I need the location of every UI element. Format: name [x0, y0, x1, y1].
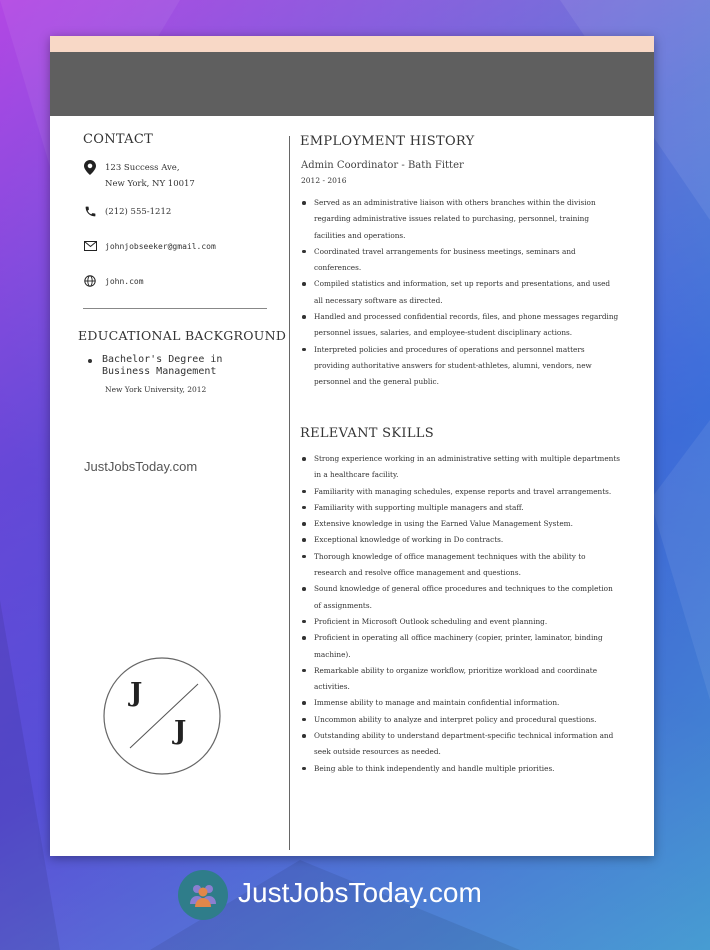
list-item	[300, 244, 618, 277]
list-item-line: Proficient in Microsoft Outlook scheduling and event planning.	[314, 616, 548, 626]
education-heading: EDUCATIONAL BACKGROUND	[78, 328, 287, 343]
list-item-line: providing authoritative answers for student-athletes, alumni, vendors, new	[314, 360, 592, 370]
education-item	[88, 354, 242, 378]
skills-heading: RELEVANT SKILLS	[300, 426, 434, 441]
list-item-line: research and resolve office management and questions.	[314, 568, 521, 578]
column-divider	[289, 136, 290, 850]
website-text: john.com	[105, 277, 144, 286]
list-item	[300, 663, 620, 696]
list-item-line: machine).	[314, 649, 351, 659]
list-item	[300, 712, 620, 728]
degree-text: Bachelor's Degree in Business Management	[102, 354, 223, 377]
list-item-line: Strong experience working in an administrative setting with multiple departments	[314, 454, 621, 463]
list-item	[300, 500, 620, 516]
list-item	[300, 484, 620, 500]
list-item-line: in a healthcare facility.	[314, 470, 399, 480]
address-line-2: New York, NY 10017	[105, 179, 195, 189]
list-item-line: seek outside resources as needed.	[314, 747, 441, 757]
list-item-line: regarding administrative issues related to purchasing, personnel, training	[314, 214, 590, 224]
phone-icon	[83, 204, 97, 218]
contact-heading: CONTACT	[83, 132, 154, 147]
list-item-line: Familiarity with supporting multiple managers and staff.	[314, 502, 524, 512]
list-item-line: conferences.	[314, 263, 362, 273]
list-item	[300, 581, 620, 614]
list-item	[300, 309, 618, 342]
employment-heading: EMPLOYMENT HISTORY	[300, 134, 475, 149]
school-text: New York University, 2012	[105, 385, 207, 394]
brand-logo-icon	[178, 870, 228, 920]
list-item-line: Handled and processed confidential records, files, and phone messages regarding	[314, 312, 619, 322]
list-item	[300, 195, 618, 244]
list-item	[300, 532, 620, 548]
watermark-text: JustJobsToday.com	[84, 459, 198, 474]
employment-bullets	[300, 195, 618, 391]
location-pin-icon	[83, 160, 97, 174]
list-item-line: Compiled statistics and information, set up reports and presentations, and used	[314, 279, 611, 289]
job-dates: 2012 - 2016	[301, 176, 347, 185]
list-item	[300, 516, 620, 532]
list-item-line: Served as an administrative liaison with others branches within the division	[314, 198, 596, 207]
bullet-dot	[88, 359, 92, 363]
list-item-line: Immense ability to manage and maintain confidential information.	[314, 698, 560, 708]
list-item	[300, 695, 620, 711]
monogram-logo	[102, 656, 222, 776]
top-accent-band	[50, 36, 654, 52]
list-item-line: Uncommon ability to analyze and interpret policy and procedural questions.	[314, 714, 597, 724]
contact-phone	[83, 204, 171, 220]
footer-brand-text: JustJobsToday.com	[238, 877, 482, 908]
list-item	[300, 276, 618, 309]
list-item	[300, 761, 620, 777]
left-separator	[83, 308, 267, 309]
list-item	[300, 451, 620, 484]
list-item-line: personnel and the general public.	[314, 377, 439, 387]
address-line-1: 123 Success Ave,	[105, 163, 180, 173]
list-item-line: Coordinated travel arrangements for business meetings, seminars and	[314, 246, 576, 256]
envelope-icon	[83, 239, 97, 253]
list-item	[300, 342, 618, 391]
list-item-line: of assignments.	[314, 600, 372, 610]
list-item-line: Interpreted policies and procedures of operations and personnel matters	[314, 344, 585, 354]
list-item-line: Proficient in operating all office machinery (copier, printer, laminator, binding	[314, 633, 603, 643]
globe-icon	[83, 274, 97, 288]
job-title: Admin Coordinator - Bath Fitter	[301, 160, 464, 171]
contact-email	[83, 239, 216, 255]
monogram-top-letter: J	[130, 678, 143, 708]
list-item-line: Outstanding ability to understand department-specific technical information and	[314, 731, 614, 741]
list-item	[300, 549, 620, 582]
list-item-line: Remarkable ability to organize workflow, prioritize workload and coordinate	[314, 665, 598, 675]
list-item-line: Thorough knowledge of office management techniques with the ability to	[314, 551, 586, 561]
contact-website	[83, 274, 144, 290]
phone-text: (212) 555-1212	[105, 207, 172, 217]
list-item-line: Sound knowledge of general office procedures and techniques to the completion	[314, 584, 613, 594]
list-item	[300, 614, 620, 630]
list-item-line: Extensive knowledge in using the Earned Value Management System.	[314, 519, 573, 529]
list-item-line: activities.	[314, 682, 350, 692]
list-item-line: facilities and operations.	[314, 230, 406, 240]
resume-page	[50, 36, 654, 856]
skills-bullets	[300, 451, 620, 777]
monogram-bottom-letter: J	[174, 716, 187, 746]
header-band	[50, 52, 654, 116]
contact-address	[83, 160, 195, 192]
email-text: johnjobseeker@gmail.com	[105, 242, 216, 251]
list-item-line: Familiarity with managing schedules, expense reports and travel arrangements.	[314, 486, 612, 496]
list-item-line: all necessary software as directed.	[314, 295, 443, 305]
list-item	[300, 630, 620, 663]
list-item-line: Exceptional knowledge of working in Do contracts.	[314, 535, 504, 545]
list-item-line: personnel issues, salaries, and employee-student disciplinary actions.	[314, 328, 573, 338]
list-item-line: Being able to think independently and handle multiple priorities.	[314, 763, 555, 773]
list-item	[300, 728, 620, 761]
